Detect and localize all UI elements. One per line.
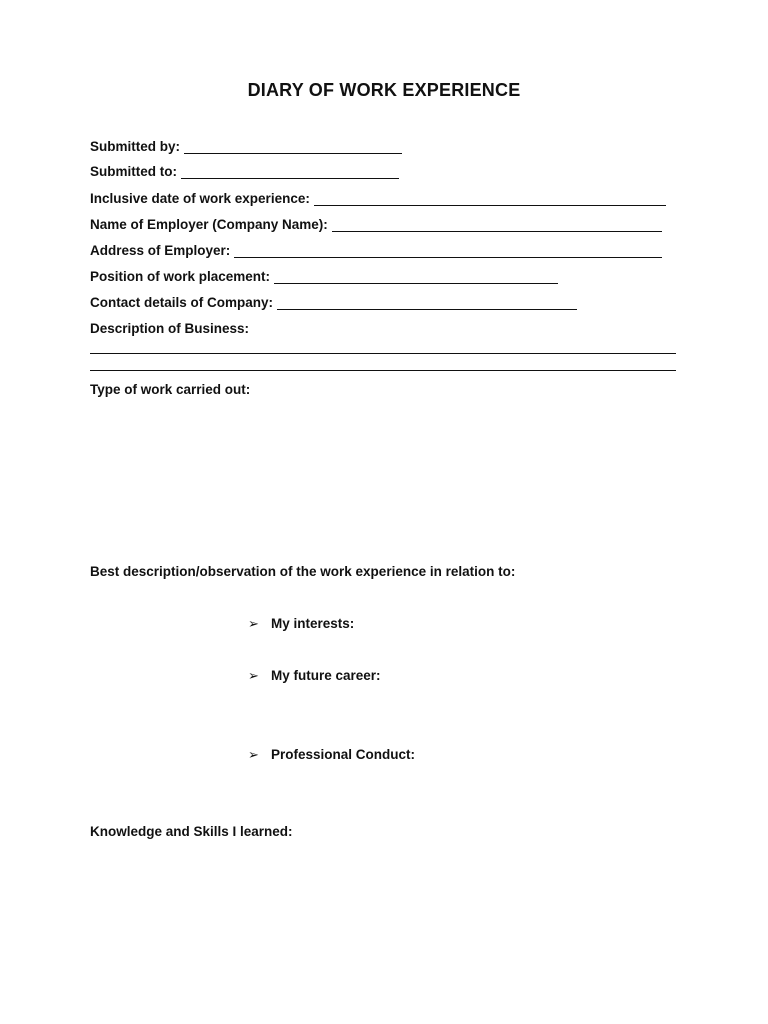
knowledge-skills-heading: Knowledge and Skills I learned:: [90, 824, 293, 839]
future-career-label: My future career:: [271, 668, 381, 683]
type-of-work-heading: Type of work carried out:: [90, 382, 251, 397]
submitted-to-label: Submitted to:: [90, 164, 177, 179]
employer-name-blank[interactable]: [332, 217, 662, 232]
position-blank[interactable]: [274, 269, 558, 284]
description-of-business-label: Description of Business:: [90, 321, 250, 336]
employer-address-label: Address of Employer:: [90, 243, 231, 258]
inclusive-date-label: Inclusive date of work experience:: [90, 191, 310, 206]
bullet-my-interests: [248, 615, 354, 633]
submitted-by-field: [90, 138, 402, 156]
contact-details-label: Contact details of Company:: [90, 295, 274, 310]
contact-details-blank[interactable]: [277, 295, 577, 310]
page-title: DIARY OF WORK EXPERIENCE: [247, 80, 521, 100]
submitted-to-blank[interactable]: [181, 164, 399, 179]
submitted-to-field: [90, 163, 399, 181]
best-description-heading: Best description/observation of the work experience in relation to:: [90, 564, 516, 579]
employer-name-field: [90, 216, 662, 234]
inclusive-date-blank[interactable]: [314, 191, 666, 206]
inclusive-date-field: [90, 190, 666, 208]
submitted-by-label: Submitted by:: [90, 139, 180, 154]
professional-conduct-label: Professional Conduct:: [271, 747, 416, 762]
arrow-bullet-icon: ➢: [248, 747, 259, 762]
employer-address-field: [90, 242, 662, 260]
position-label: Position of work placement:: [90, 269, 271, 284]
my-interests-label: My interests:: [271, 616, 355, 631]
submitted-by-blank[interactable]: [184, 139, 402, 154]
employer-address-blank[interactable]: [234, 243, 662, 258]
description-line-1[interactable]: [90, 353, 676, 354]
employer-name-label: Name of Employer (Company Name):: [90, 217, 328, 232]
position-field: [90, 268, 558, 286]
contact-details-field: [90, 294, 577, 312]
description-line-2[interactable]: [90, 370, 676, 371]
bullet-professional-conduct: [248, 746, 415, 764]
bullet-future-career: [248, 667, 381, 685]
arrow-bullet-icon: ➢: [248, 668, 259, 683]
arrow-bullet-icon: ➢: [248, 616, 259, 631]
